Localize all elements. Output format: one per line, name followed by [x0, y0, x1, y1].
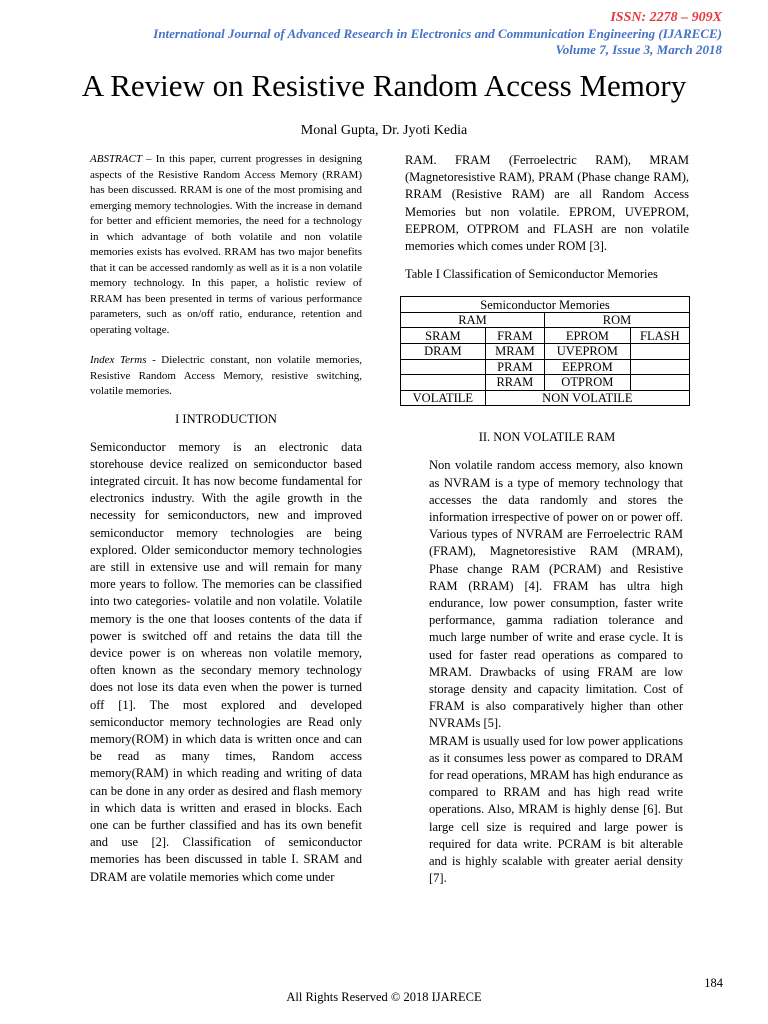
- journal-volume: Volume 7, Issue 3, March 2018: [555, 42, 722, 57]
- table-cell: MRAM: [485, 344, 544, 360]
- footer: All Rights Reserved © 2018 IJARECE: [286, 990, 482, 1004]
- journal-name: International Journal of Advanced Research in Electronics and Communication Engineering (IJARECE): [153, 26, 722, 41]
- journal-header: [153, 10, 722, 58]
- nvram-paragraph-2: MRAM is usually used for low power applications as it consumes less power as compared to DRAM for read operations, MRAM has high endurance as compared to RRAM and has high read write operations. Also, MRAM is highly dense [6]. But large cell size is required and large power is required for data write. PCRAM is bit alterable and is highly scalable with greater aerial density [7].: [429, 733, 683, 886]
- table-cell: FLASH: [630, 328, 689, 344]
- abstract: [90, 152, 362, 338]
- table-caption: Table I Classification of Semiconductor Memories: [405, 267, 658, 282]
- table-row: [401, 359, 690, 375]
- table-ram-header: RAM: [401, 312, 545, 328]
- table-cell: OTPROM: [545, 375, 631, 391]
- abstract-label: ABSTRACT –: [90, 153, 152, 165]
- table-row: [401, 375, 690, 391]
- table-cell: SRAM: [401, 328, 486, 344]
- nvram-heading: II. NON VOLATILE RAM: [478, 430, 616, 445]
- table-cell: DRAM: [401, 344, 486, 360]
- paper-authors: Monal Gupta, Dr. Jyoti Kedia: [300, 123, 468, 138]
- table-cell: UVEPROM: [545, 344, 631, 360]
- table-cell: [630, 359, 689, 375]
- table-cell: [630, 344, 689, 360]
- table-cell: EEPROM: [545, 359, 631, 375]
- page-number: 184: [704, 976, 723, 990]
- intro-heading: I INTRODUCTION: [175, 411, 277, 426]
- table-cell: PRAM: [485, 359, 544, 375]
- table-cell: RRAM: [485, 375, 544, 391]
- nvram-section: [429, 457, 683, 887]
- table-non-volatile: NON VOLATILE: [485, 390, 689, 406]
- table-cell: EPROM: [545, 328, 631, 344]
- table-title: Semiconductor Memories: [401, 297, 690, 313]
- table-cell: FRAM: [485, 328, 544, 344]
- table-cell: [630, 375, 689, 391]
- table-rom-header: ROM: [545, 312, 690, 328]
- right-paragraph: RAM. FRAM (Ferroelectric RAM), MRAM (Magnetoresistive RAM), PRAM (Phase change RAM), RRAM (Resistive RAM) are all Random Access Memories but non volatile. EPROM, UVEPROM, EEPROM, OTPROM and FLASH are non volatile memories which comes under ROM [3].: [405, 153, 689, 254]
- table-cell: [401, 375, 486, 391]
- table-volatile: VOLATILE: [401, 390, 486, 406]
- table-row: [401, 328, 690, 344]
- index-terms-label: Index Terms: [90, 354, 147, 366]
- index-terms: [90, 353, 362, 400]
- index-terms-text: - Dielectric constant, non volatile memories, Resistive Random Access Memory, resistive switching, volatile memories.: [90, 354, 362, 397]
- abstract-text: In this paper, current progresses in designing aspects of the Resistive Random Access Memory (RRAM) has been discussed. RRAM is one of the most promising and emerging memory technologies. With the increase in demand for better and efficient memories, the need for a technology in which advantage of both volatile and non volatile memories exists has evolved. RRAM has two major benefits that it can be accessed randomly as well as it is a non volatile memory technology. In this paper, a holistic review of RRAM has been presented in terms of various performance parameters, such as on/off ratio, endurance, retention and operating voltage.: [90, 153, 362, 336]
- right-column: [405, 152, 689, 887]
- nvram-paragraph-1: Non volatile random access memory, also known as NVRAM is a type of memory technology that accesses the data randomly and stores the information irrespective of power on or power off. Various types of NVRAM are Ferroelectric RAM (FRAM), Magnetoresistive RAM (MRAM), Phase change RAM (PCRAM) and Resistive RAM (RRAM) [4]. FRAM has ultra high endurance, low power consumption, faster write performance, gamma radiation tolerance and much large number of write and erase cycle. It is used for faster read operations as compared to MRAM. Drawbacks of using FRAM are low storage density and capacity limitation. Cost of FRAM is also comparatively higher than other NVRAMs [5].: [429, 458, 683, 731]
- table-row: [401, 344, 690, 360]
- issn: ISSN: 2278 – 909X: [610, 10, 722, 25]
- intro-paragraph: Semiconductor memory is an electronic data storehouse device realized on semiconductor based integrated circuit. It has now become fundamental for electronics industry. With the agile growth in the necessity for semiconductors, new and improved semiconductor memory technologies are being explored. Older semiconductor memory technologies are still in extensive use and will remain for many more years to follow. The memories can be classified into two categories- volatile and non volatile. Volatile memory is the one that looses contents of the data if power is switched off and retains the data till the device power is on whereas non volatile memory, often known as the secondary memory technology does not lose its data even when the power is turned off [1]. The most explored and developed semiconductor memory technologies are Read only memory(ROM) in which data is written once and can be read as many times, Random access memory(RAM) in which reading and writing of data can be done in any order as desired and flash memory in which data is written and erased in blocks. Each one can be further classified and has its own benefit and use [2]. Classification of semiconductor memories has been discussed in table I. SRAM and DRAM are volatile memories which come under: [90, 439, 362, 884]
- paper-title: A Review on Resistive Random Access Memory: [81, 68, 687, 103]
- table-cell: [401, 359, 486, 375]
- left-column: [90, 152, 362, 886]
- memory-table: [400, 296, 690, 406]
